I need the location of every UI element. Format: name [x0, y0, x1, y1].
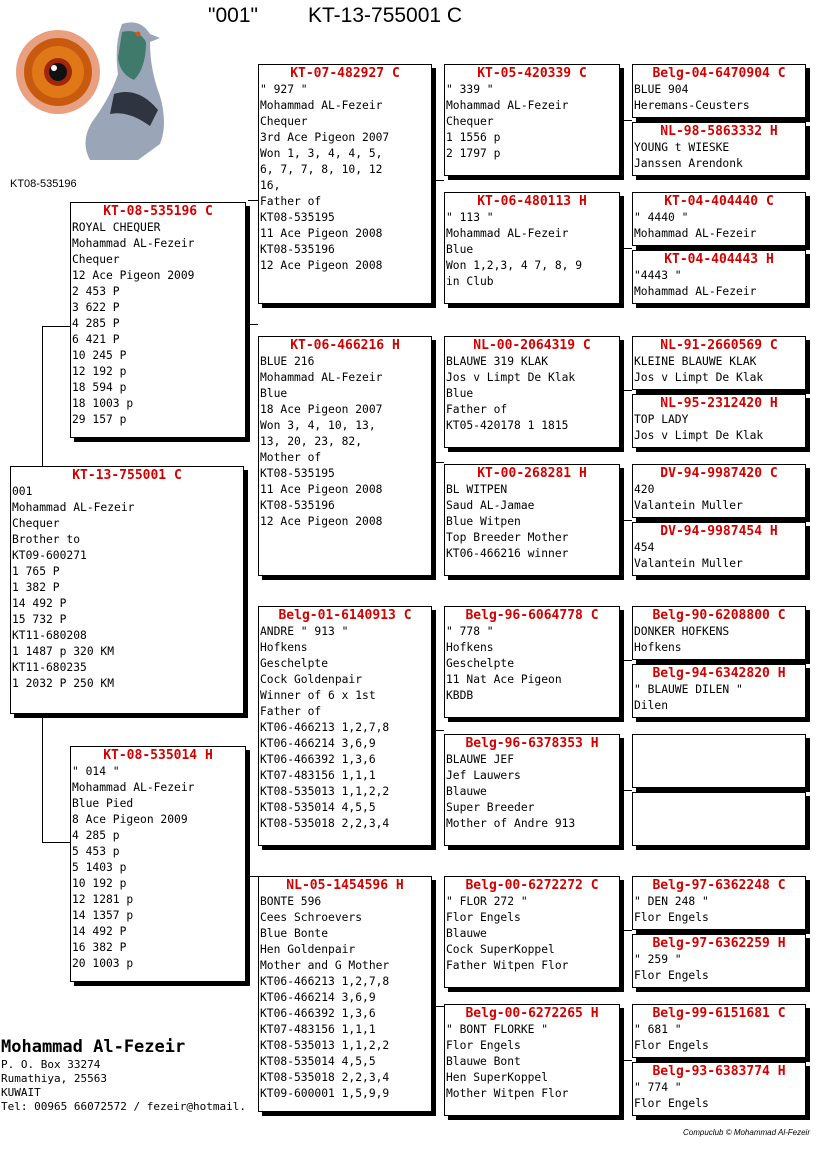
pedigree-line: Heremans-Ceusters — [634, 99, 750, 112]
pedigree-line: " 113 " — [446, 211, 494, 224]
pedigree-line: "4443 " — [634, 269, 682, 282]
ggp-lines — [445, 482, 619, 562]
pedigree-line: Hofkens — [446, 641, 494, 654]
ancestor-card[interactable] — [632, 122, 806, 176]
pedigree-line: DONKER HOFKENS — [634, 625, 730, 638]
pedigree-line: 1 2032 P 250 KM — [12, 677, 115, 690]
pedigree-line: Cees Schroevers — [260, 911, 363, 924]
pedigree-line: ROYAL CHEQUER — [72, 221, 161, 234]
pedigree-line: KT07-483156 1,1,1 — [260, 1023, 376, 1036]
pedigree-line: " 339 " — [446, 83, 494, 96]
ancestor-ring: Belg-90-6208800 C — [652, 608, 786, 623]
pedigree-line: Winner of 6 x 1st — [260, 689, 376, 702]
pedigree-line: 4 285 p — [72, 829, 120, 842]
owner-address-1: P. O. Box 33274 — [1, 1058, 101, 1071]
pedigree-line: 2 1797 p — [446, 147, 501, 160]
ancestor-card[interactable] — [632, 1004, 806, 1058]
pedigree-line: Mohammad AL-Fezeir — [12, 501, 135, 514]
grandparent-lines — [259, 624, 431, 832]
dam-lines — [71, 764, 245, 972]
pedigree-line: 3rd Ace Pigeon 2007 — [260, 131, 390, 144]
ancestor-ring: DV-94-9987420 C — [660, 466, 778, 481]
pedigree-line: " 927 " — [260, 83, 308, 96]
pedigree-line: KT08-535195 — [260, 467, 335, 480]
pedigree-line: Jos v Limpt De Klak — [446, 371, 576, 384]
title-ring: KT-13-755001 C — [308, 4, 463, 27]
ancestor-card[interactable] — [632, 1062, 806, 1116]
pedigree-line: Chequer — [446, 115, 494, 128]
pedigree-line: Super Breeder — [446, 801, 535, 814]
pedigree-line: KT06-466213 1,2,7,8 — [260, 721, 390, 734]
ancestor-ring — [633, 735, 805, 736]
pedigree-line: Blue Bonte — [260, 927, 329, 940]
photo-ring-label: KT08-535196 — [10, 178, 77, 190]
ggp-ring: Belg-96-6064778 C — [465, 608, 599, 623]
ancestor-card[interactable] — [632, 250, 806, 304]
pedigree-line: Mohammad AL-Fezeir — [260, 371, 383, 384]
pedigree-line: Blue — [260, 387, 288, 400]
pedigree-line: KT08-535196 — [260, 243, 335, 256]
ancestor-card[interactable] — [632, 664, 806, 718]
grandparent-ring: KT-06-466216 H — [290, 338, 400, 353]
pedigree-line: BLUE 904 — [634, 83, 689, 96]
ggp-lines — [445, 354, 619, 434]
pedigree-line: Won 3, 4, 10, 13, — [260, 419, 376, 432]
pedigree-line: Dilen — [634, 699, 669, 712]
pedigree-line: Chequer — [260, 115, 308, 128]
pedigree-line: Valantein Muller — [634, 499, 743, 512]
ancestor-lines — [633, 268, 805, 300]
great-grandparent-card[interactable] — [444, 876, 620, 988]
great-grandparent-card[interactable] — [444, 192, 620, 304]
grandparent-lines — [259, 894, 431, 1102]
pedigree-line: Mohammad AL-Fezeir — [260, 99, 383, 112]
ggp-lines — [445, 210, 619, 290]
pedigree-line: Flor Engels — [634, 1039, 709, 1052]
pedigree-line: KT06-466213 1,2,7,8 — [260, 975, 390, 988]
pedigree-line: 454 — [634, 541, 655, 554]
pedigree-line: " 4440 " — [634, 211, 689, 224]
ancestor-card[interactable] — [632, 336, 806, 390]
pedigree-line: 1 765 P — [12, 565, 60, 578]
pedigree-line: Blauwe Bont — [446, 1055, 521, 1068]
pedigree-line: 1 1487 p 320 KM — [12, 645, 115, 658]
great-grandparent-card[interactable] — [444, 64, 620, 176]
pedigree-line: KT05-420178 1 1815 — [446, 419, 569, 432]
pedigree-line: 14 492 P — [72, 925, 127, 938]
pedigree-line: Flor Engels — [634, 911, 709, 924]
pedigree-line: Mohammad AL-Fezeir — [446, 227, 569, 240]
pedigree-line: 4 285 P — [72, 317, 120, 330]
pedigree-line: " 259 " — [634, 953, 682, 966]
pedigree-line: 12 Ace Pigeon 2008 — [260, 259, 383, 272]
pedigree-line: KT08-535018 2,2,3,4 — [260, 817, 390, 830]
pedigree-line: BONTE 596 — [260, 895, 322, 908]
pedigree-line: KT08-535196 — [260, 499, 335, 512]
ancestor-lines — [633, 682, 805, 714]
pedigree-line: KT06-466216 winner — [446, 547, 569, 560]
pedigree-line: Mohammad AL-Fezeir — [72, 781, 195, 794]
pedigree-line: Hen Goldenpair — [260, 943, 356, 956]
pedigree-line: Cock SuperKoppel — [446, 943, 555, 956]
pedigree-line: 1 1556 p — [446, 131, 501, 144]
ancestor-ring: NL-98-5863332 H — [660, 124, 778, 139]
subject-card[interactable] — [10, 466, 244, 714]
pedigree-line: KLEINE BLAUWE KLAK — [634, 355, 757, 368]
ggp-ring: KT-05-420339 C — [477, 66, 587, 81]
pedigree-line: Jos v Limpt De Klak — [634, 371, 764, 384]
ggp-ring: Belg-00-6272272 C — [465, 878, 599, 893]
ancestor-ring: Belg-93-6383774 H — [652, 1064, 786, 1079]
ancestor-lines — [633, 540, 805, 572]
pedigree-line: KT06-466214 3,6,9 — [260, 991, 376, 1004]
pedigree-line: Brother to — [12, 533, 81, 546]
great-grandparent-card[interactable] — [444, 734, 620, 846]
pedigree-line: KT08-535014 4,5,5 — [260, 1055, 376, 1068]
pigeon-photo — [10, 14, 170, 164]
pedigree-line: KBDB — [446, 689, 474, 702]
grandparent-card[interactable] — [258, 606, 432, 846]
great-grandparent-card[interactable] — [444, 336, 620, 448]
pedigree-line: Blauwe — [446, 927, 487, 940]
ancestor-ring: Belg-97-6362259 H — [652, 936, 786, 951]
pedigree-line: Father of — [260, 195, 322, 208]
ancestor-lines — [633, 1080, 805, 1112]
pedigree-line: 13, 20, 23, 82, — [260, 435, 363, 448]
grandparent-card[interactable] — [258, 64, 432, 304]
ggp-ring: Belg-96-6378353 H — [465, 736, 599, 751]
pedigree-line: 14 492 P — [12, 597, 67, 610]
pedigree-line: 10 192 p — [72, 877, 127, 890]
pedigree-line: KT11-680208 — [12, 629, 87, 642]
pedigree-line: 5 453 p — [72, 845, 120, 858]
pedigree-line: 20 1003 p — [72, 957, 134, 970]
pedigree-line: Hen SuperKoppel — [446, 1071, 549, 1084]
great-grandparent-card[interactable] — [444, 464, 620, 576]
sire-card[interactable] — [70, 202, 246, 438]
ancestor-lines — [633, 952, 805, 984]
ggp-ring: KT-06-480113 H — [477, 194, 587, 209]
grandparent-ring: NL-05-1454596 H — [286, 878, 404, 893]
owner-name: Mohammad Al-Fezeir — [1, 1037, 186, 1057]
ancestor-ring: NL-91-2660569 C — [660, 338, 778, 353]
ancestor-card-empty[interactable] — [632, 792, 806, 846]
ggp-ring: NL-00-2064319 C — [473, 338, 591, 353]
pedigree-line: Janssen Arendonk — [634, 157, 743, 170]
pedigree-line: KT09-600001 1,5,9,9 — [260, 1087, 390, 1100]
grandparent-ring: Belg-01-6140913 C — [278, 608, 412, 623]
ggp-lines — [445, 1022, 619, 1102]
grandparent-lines — [259, 82, 431, 274]
pedigree-line: 29 157 p — [72, 413, 127, 426]
subject-lines — [11, 484, 243, 692]
pedigree-line: ANDRE " 913 " — [260, 625, 349, 638]
pedigree-line: 12 Ace Pigeon 2008 — [260, 515, 383, 528]
pedigree-line: BLUE 216 — [260, 355, 315, 368]
pedigree-line: KT11-680235 — [12, 661, 87, 674]
pedigree-line: BLAUWE 319 KLAK — [446, 355, 549, 368]
ancestor-lines — [633, 624, 805, 656]
ancestor-ring: KT-04-404440 C — [664, 194, 774, 209]
grandparent-ring: KT-07-482927 C — [290, 66, 400, 81]
ancestor-ring — [633, 793, 805, 794]
pedigree-line: Jos v Limpt De Klak — [634, 429, 764, 442]
ancestor-card[interactable] — [632, 192, 806, 246]
pedigree-line: Flor Engels — [634, 969, 709, 982]
pedigree-line: 18 1003 p — [72, 397, 134, 410]
pedigree-line: 11 Ace Pigeon 2008 — [260, 227, 383, 240]
sire-lines — [71, 220, 245, 428]
ggp-ring: KT-00-268281 H — [477, 466, 587, 481]
dam-ring: KT-08-535014 H — [103, 748, 213, 763]
pedigree-line: KT06-466214 3,6,9 — [260, 737, 376, 750]
pedigree-line: 420 — [634, 483, 655, 496]
great-grandparent-card[interactable] — [444, 1004, 620, 1116]
ancestor-ring: KT-04-404443 H — [664, 252, 774, 267]
pedigree-line: 12 Ace Pigeon 2009 — [72, 269, 195, 282]
pedigree-line: 10 245 P — [72, 349, 127, 362]
pedigree-line: 18 Ace Pigeon 2007 — [260, 403, 383, 416]
pedigree-line: Top Breeder Mother — [446, 531, 569, 544]
pedigree-line: Geschelpte — [260, 657, 329, 670]
ancestor-ring: Belg-94-6342820 H — [652, 666, 786, 681]
subject-ring: KT-13-755001 C — [72, 468, 182, 483]
owner-block — [1, 1036, 246, 1114]
pedigree-line: Valantein Muller — [634, 557, 743, 570]
pedigree-line: Mohammad AL-Fezeir — [634, 285, 757, 298]
pedigree-line: Blue — [446, 243, 474, 256]
pedigree-line: Flor Engels — [446, 911, 521, 924]
ancestor-lines — [633, 82, 805, 114]
pedigree-line: " BONT FLORKE " — [446, 1023, 549, 1036]
pedigree-line: Mother and G Mother — [260, 959, 390, 972]
ancestor-lines — [633, 140, 805, 172]
pedigree-line: in Club — [446, 275, 494, 288]
ggp-lines — [445, 752, 619, 832]
pedigree-line: 8 Ace Pigeon 2009 — [72, 813, 188, 826]
pedigree-line: Mohammad AL-Fezeir — [634, 227, 757, 240]
ancestor-lines — [633, 210, 805, 242]
pedigree-line: Blue — [446, 387, 474, 400]
pedigree-line: YOUNG t WIESKE — [634, 141, 730, 154]
great-grandparent-card[interactable] — [444, 606, 620, 718]
ancestor-card[interactable] — [632, 876, 806, 930]
ancestor-ring: NL-95-2312420 H — [660, 396, 778, 411]
pedigree-line: " 774 " — [634, 1081, 682, 1094]
pedigree-line: Mother of Andre 913 — [446, 817, 576, 830]
pedigree-line: KT08-535014 4,5,5 — [260, 801, 376, 814]
ancestor-card[interactable] — [632, 64, 806, 118]
pedigree-line: Blauwe — [446, 785, 487, 798]
grandparent-card[interactable] — [258, 336, 432, 576]
ancestor-card[interactable] — [632, 934, 806, 988]
pedigree-line: Father Witpen Flor — [446, 959, 569, 972]
pedigree-line: BLAUWE JEF — [446, 753, 515, 766]
pedigree-line: 1 382 P — [12, 581, 60, 594]
pedigree-line: Chequer — [12, 517, 60, 530]
pedigree-line: KT06-466392 1,3,6 — [260, 1007, 376, 1020]
pedigree-line: Geschelpte — [446, 657, 515, 670]
pedigree-line: 18 594 p — [72, 381, 127, 394]
grandparent-card[interactable] — [258, 876, 432, 1112]
ggp-ring: Belg-00-6272265 H — [465, 1006, 599, 1021]
pedigree-line: 001 — [12, 485, 33, 498]
pedigree-line: 14 1357 p — [72, 909, 134, 922]
ancestor-ring: DV-94-9987454 H — [660, 524, 778, 539]
pedigree-line: Won 1, 3, 4, 4, 5, — [260, 147, 383, 160]
pedigree-line: 12 1281 p — [72, 893, 134, 906]
ancestor-lines — [633, 482, 805, 514]
pedigree-line: Saud AL-Jamae — [446, 499, 535, 512]
sire-ring: KT-08-535196 C — [103, 204, 213, 219]
ancestor-card[interactable] — [632, 464, 806, 518]
pedigree-line: Jef Lauwers — [446, 769, 521, 782]
pedigree-line: KT08-535195 — [260, 211, 335, 224]
pedigree-line: KT08-535013 1,1,2,2 — [260, 1039, 390, 1052]
ggp-lines — [445, 82, 619, 162]
pedigree-line: 15 732 P — [12, 613, 67, 626]
pedigree-line: Blue Witpen — [446, 515, 521, 528]
pedigree-line: 11 Ace Pigeon 2008 — [260, 483, 383, 496]
pedigree-line: 2 453 P — [72, 285, 120, 298]
owner-contact: Tel: 00965 66072572 / fezeir@hotmail. — [1, 1100, 247, 1113]
pedigree-line: Mohammad AL-Fezeir — [446, 99, 569, 112]
ancestor-lines — [633, 354, 805, 386]
pedigree-line: Flor Engels — [446, 1039, 521, 1052]
pedigree-line: Flor Engels — [634, 1097, 709, 1110]
ggp-lines — [445, 894, 619, 974]
pedigree-line: 6, 7, 7, 8, 10, 12 — [260, 163, 383, 176]
ancestor-card-empty[interactable] — [632, 734, 806, 788]
pedigree-line: " 681 " — [634, 1023, 682, 1036]
title-name: "001" — [208, 4, 258, 27]
pedigree-line: 3 622 P — [72, 301, 120, 314]
pedigree-line: Father of — [446, 403, 508, 416]
pedigree-line: Cock Goldenpair — [260, 673, 363, 686]
pedigree-line: Blue Pied — [72, 797, 134, 810]
ancestor-ring: Belg-99-6151681 C — [652, 1006, 786, 1021]
pedigree-line: " BLAUWE DILEN " — [634, 683, 743, 696]
pedigree-line: 12 192 p — [72, 365, 127, 378]
ancestor-ring: Belg-04-6470904 C — [652, 66, 786, 81]
pedigree-line: 6 421 P — [72, 333, 120, 346]
pedigree-line: Chequer — [72, 253, 120, 266]
pedigree-line: " 014 " — [72, 765, 120, 778]
ancestor-card[interactable] — [632, 394, 806, 448]
pedigree-line: KT09-600271 — [12, 549, 87, 562]
pedigree-line: Father of — [260, 705, 322, 718]
pedigree-line: " DEN 248 " — [634, 895, 709, 908]
owner-country: KUWAIT — [1, 1086, 41, 1099]
pedigree-line: 16 382 P — [72, 941, 127, 954]
credit-text: Compuclub © Mohammad Al-Fezeir — [683, 1128, 810, 1137]
ancestor-ring: Belg-97-6362248 C — [652, 878, 786, 893]
pedigree-line: TOP LADY — [634, 413, 689, 426]
pedigree-line: KT07-483156 1,1,1 — [260, 769, 376, 782]
ancestor-lines — [633, 412, 805, 444]
pedigree-line: 16, — [260, 179, 281, 192]
pedigree-line: Mohammad AL-Fezeir — [72, 237, 195, 250]
pedigree-line: Mother Witpen Flor — [446, 1087, 569, 1100]
pedigree-line: 11 Nat Ace Pigeon — [446, 673, 562, 686]
dam-card[interactable] — [70, 746, 246, 982]
pedigree-line: KT08-535018 2,2,3,4 — [260, 1071, 390, 1084]
pedigree-line: " FLOR 272 " — [446, 895, 528, 908]
pedigree-line: " 778 " — [446, 625, 494, 638]
owner-address-2: Rumathiya, 25563 — [1, 1072, 107, 1085]
pedigree-line: Mother of — [260, 451, 322, 464]
pedigree-line: Hofkens — [634, 641, 682, 654]
pedigree-line: Hofkens — [260, 641, 308, 654]
pedigree-line: Won 1,2,3, 4 7, 8, 9 — [446, 259, 583, 272]
ancestor-card[interactable] — [632, 522, 806, 576]
ancestor-lines — [633, 1022, 805, 1054]
pedigree-line: KT06-466392 1,3,6 — [260, 753, 376, 766]
ancestor-card[interactable] — [632, 606, 806, 660]
pedigree-line: 5 1403 p — [72, 861, 127, 874]
grandparent-lines — [259, 354, 431, 530]
ggp-lines — [445, 624, 619, 704]
pedigree-line: BL WITPEN — [446, 483, 508, 496]
pedigree-line: KT08-535013 1,1,2,2 — [260, 785, 390, 798]
ancestor-lines — [633, 894, 805, 926]
